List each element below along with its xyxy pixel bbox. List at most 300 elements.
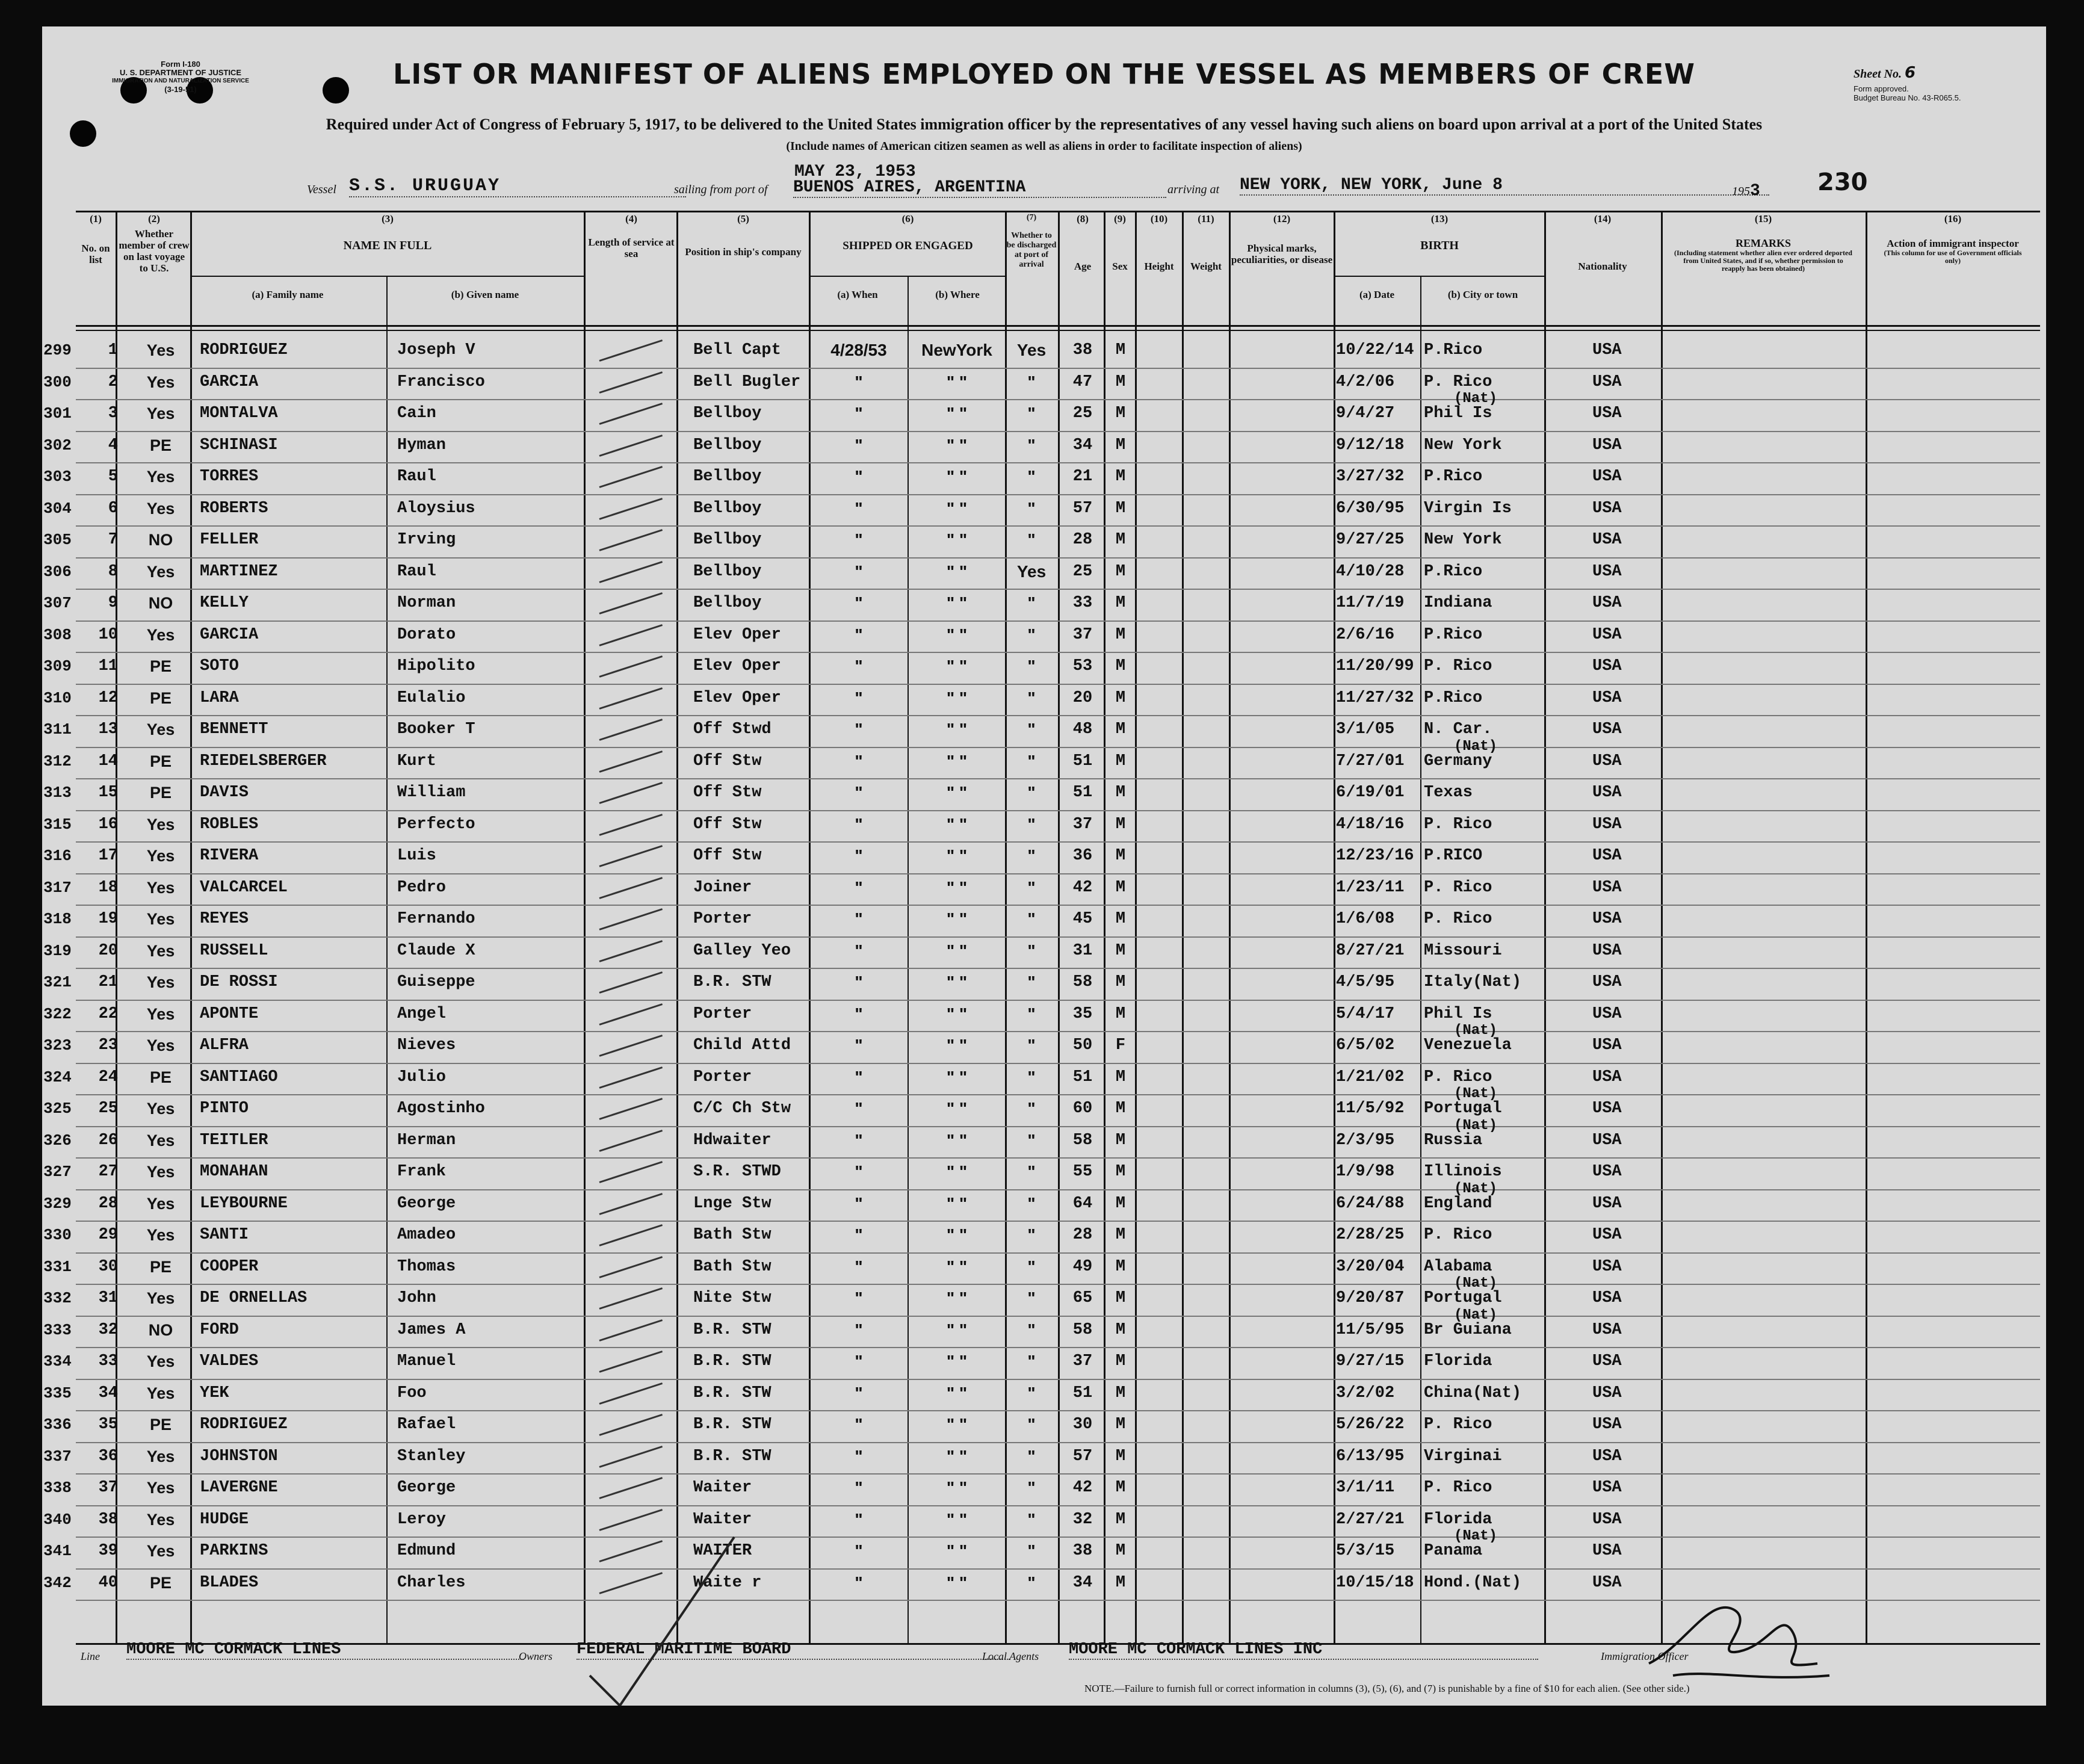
row-rule xyxy=(76,1442,2040,1443)
stamp-number: 335 xyxy=(43,1384,72,1402)
stamp-number: 300 xyxy=(43,373,72,391)
cell-place: P.Rico xyxy=(1424,341,1483,359)
service-check-stroke xyxy=(599,1035,663,1057)
cell-sex: F xyxy=(1115,1036,1126,1054)
cell-age: 25 xyxy=(1072,404,1093,422)
cell-when: " xyxy=(855,435,863,454)
cell-bdate: 9/12/18 xyxy=(1336,436,1405,454)
cell-age: 60 xyxy=(1072,1100,1093,1118)
col7-num: (7) xyxy=(1026,213,1037,222)
cell-where: " " xyxy=(946,625,968,644)
cell-sex: M xyxy=(1115,1257,1126,1276)
cell-disch: " xyxy=(1027,877,1036,897)
cell-given: Hipolito xyxy=(397,657,475,675)
cell-given: Perfecto xyxy=(397,815,475,834)
cell-family: SANTI xyxy=(200,1226,249,1244)
cell-when: " xyxy=(855,973,863,991)
cell-last: Yes xyxy=(146,373,175,391)
row-rule xyxy=(76,1063,2040,1064)
service-check-stroke xyxy=(599,687,663,710)
cell-family: PINTO xyxy=(200,1100,249,1118)
cell-family: REYES xyxy=(200,910,249,928)
cell-age: 48 xyxy=(1072,720,1093,738)
cell-where: " " xyxy=(946,435,968,454)
cell-position: B.R. STW xyxy=(693,1447,771,1465)
col3-label: NAME IN FULL xyxy=(343,239,432,252)
cell-position: Elev Oper xyxy=(693,657,781,675)
cell-sex: M xyxy=(1115,594,1126,612)
cell-where: " " xyxy=(946,1289,968,1307)
cell-place: P. Rico xyxy=(1424,1226,1492,1244)
cell-family: SCHINASI xyxy=(200,436,278,454)
cell-nat: USA xyxy=(1592,878,1622,897)
cell-last: PE xyxy=(149,1416,172,1434)
col5-label: Position in ship's company xyxy=(685,246,802,258)
col12-num: (12) xyxy=(1273,213,1291,224)
service-check-stroke xyxy=(599,814,663,836)
cell-where: " " xyxy=(946,1162,968,1181)
cell-age: 30 xyxy=(1072,1416,1093,1434)
cell-when: " xyxy=(855,1289,863,1307)
cell-bdate: 2/28/25 xyxy=(1336,1226,1405,1244)
cell-age: 42 xyxy=(1072,878,1093,897)
owners-value: FEDERAL MARITIME BOARD xyxy=(577,1641,1010,1660)
cell-last: PE xyxy=(149,1257,172,1276)
cell-disch: " xyxy=(1027,783,1036,802)
cell-disch: " xyxy=(1027,1352,1036,1370)
column-rule xyxy=(1420,276,1421,1643)
cell-disch: " xyxy=(1027,1067,1036,1086)
row-rule xyxy=(76,589,2040,590)
cell-disch: " xyxy=(1027,846,1036,865)
col1-label: No. on list xyxy=(81,243,110,265)
cell-family: ROBERTS xyxy=(200,499,268,518)
cell-nat: USA xyxy=(1592,910,1622,928)
cell-nat: USA xyxy=(1592,973,1622,991)
col11-header xyxy=(1183,213,1229,272)
cell-given: William xyxy=(397,784,466,802)
include-note: (Include names of American citizen seamen as well as aliens in order to facilitate inspection of aliens) xyxy=(786,140,1302,153)
cell-no: 6 xyxy=(108,499,118,518)
cell-family: MONTALVA xyxy=(200,404,278,422)
cell-bdate: 1/6/08 xyxy=(1336,910,1395,928)
cell-no: 25 xyxy=(98,1100,118,1118)
form-number: Form I-180 xyxy=(161,60,200,69)
row-rule xyxy=(76,1126,2040,1127)
cell-nat: USA xyxy=(1592,1163,1622,1181)
stamp-number: 312 xyxy=(43,752,72,770)
cell-where: " " xyxy=(946,1099,968,1118)
cell-place: New York xyxy=(1424,531,1502,549)
service-check-stroke xyxy=(599,1509,663,1531)
cell-sex: M xyxy=(1115,1131,1126,1150)
cell-disch: " xyxy=(1027,1257,1036,1276)
cell-sex: M xyxy=(1115,1068,1126,1086)
cell-place: P. Rico xyxy=(1424,1479,1492,1497)
cell-nat: USA xyxy=(1592,1131,1622,1150)
cell-given: Julio xyxy=(397,1068,447,1086)
cell-no: 16 xyxy=(98,815,118,834)
stamp-number: 308 xyxy=(43,625,72,644)
service-check-stroke xyxy=(599,1414,663,1436)
stamp-number: 333 xyxy=(43,1320,72,1339)
cell-sex: M xyxy=(1115,436,1126,454)
cell-where: " " xyxy=(946,751,968,770)
cell-family: RODRIGUEZ xyxy=(200,1416,288,1434)
cell-family: BLADES xyxy=(200,1573,259,1592)
stamp-number: 329 xyxy=(43,1194,72,1213)
cell-age: 25 xyxy=(1072,562,1093,581)
cell-place: Russia xyxy=(1424,1131,1483,1150)
cell-bdate: 3/20/04 xyxy=(1336,1257,1405,1276)
cell-bdate: 2/3/95 xyxy=(1336,1131,1395,1150)
cell-last: PE xyxy=(149,1068,172,1086)
col16-note: (This column for use of Government officials only) xyxy=(1884,249,2022,265)
service-check-stroke xyxy=(599,1446,663,1468)
cell-family: HUDGE xyxy=(200,1510,249,1529)
cell-disch: " xyxy=(1027,751,1036,770)
cell-disch: " xyxy=(1027,1099,1036,1118)
cell-age: 65 xyxy=(1072,1289,1093,1307)
cell-position: Off Stw xyxy=(693,847,762,865)
inspector-signature xyxy=(1637,1573,1841,1694)
cell-where: " " xyxy=(946,688,968,707)
cell-no: 2 xyxy=(108,373,118,391)
cell-where: " " xyxy=(946,1383,968,1402)
cell-last: Yes xyxy=(146,499,175,518)
cell-sex: M xyxy=(1115,1226,1126,1244)
stamp-number: 299 xyxy=(43,341,72,359)
col15-num: (15) xyxy=(1754,213,1772,224)
cell-place: Florida xyxy=(1424,1510,1492,1529)
cell-position: Bath Stw xyxy=(693,1226,771,1244)
cell-given: Angel xyxy=(397,1004,447,1023)
cell-given: Hyman xyxy=(397,436,447,454)
cell-where: " " xyxy=(946,372,968,391)
cell-nat: USA xyxy=(1592,468,1622,486)
cell-place: Germany xyxy=(1424,752,1492,770)
cell-position: Off Stw xyxy=(693,752,762,770)
cell-given: Guiseppe xyxy=(397,973,475,991)
cell-family: RUSSELL xyxy=(200,941,268,960)
cell-last: PE xyxy=(149,689,172,707)
cell-no: 4 xyxy=(108,436,118,454)
row-rule xyxy=(76,936,2040,938)
cell-disch: " xyxy=(1027,467,1036,486)
cell-when: " xyxy=(855,877,863,897)
cell-family: MARTINEZ xyxy=(200,562,278,581)
cell-position: Joiner xyxy=(693,878,752,897)
cell-nat: USA xyxy=(1592,625,1622,644)
cell-disch: " xyxy=(1027,1478,1036,1497)
row-rule xyxy=(76,841,2040,843)
cell-given: George xyxy=(397,1194,456,1213)
cell-position: Elev Oper xyxy=(693,689,781,707)
col1-header xyxy=(76,213,116,265)
name-subrule xyxy=(191,276,584,277)
cell-no: 20 xyxy=(98,941,118,960)
cell-place-note: (Nat) xyxy=(1454,1180,1498,1197)
service-check-stroke xyxy=(599,1351,663,1373)
cell-where: " " xyxy=(946,720,968,738)
cell-position: S.R. STWD xyxy=(693,1163,781,1181)
stamp-number: 323 xyxy=(43,1036,72,1054)
cell-given: Aloysius xyxy=(397,499,475,518)
col11-num: (11) xyxy=(1198,213,1214,224)
cell-age: 51 xyxy=(1072,752,1093,770)
service-check-stroke xyxy=(599,529,663,551)
cell-nat: USA xyxy=(1592,594,1622,612)
cell-nat: USA xyxy=(1592,752,1622,770)
service-check-stroke xyxy=(599,1256,663,1278)
col3-header xyxy=(191,213,584,252)
cell-disch: " xyxy=(1027,372,1036,391)
cell-age: 50 xyxy=(1072,1036,1093,1054)
column-rule xyxy=(1005,211,1007,1643)
cell-when: " xyxy=(855,1225,863,1244)
cell-no: 11 xyxy=(98,657,118,675)
cell-nat: USA xyxy=(1592,1320,1622,1339)
col7-label: Whether to be discharged at port of arrival xyxy=(1006,231,1057,269)
col8-header xyxy=(1063,213,1102,272)
row-rule xyxy=(76,1031,2040,1032)
cell-given: Thomas xyxy=(397,1257,456,1276)
cell-place: P.Rico xyxy=(1424,468,1483,486)
column-rule xyxy=(1866,211,1867,1643)
cell-family: FELLER xyxy=(200,531,259,549)
cell-bdate: 6/30/95 xyxy=(1336,499,1405,518)
cell-disch: " xyxy=(1027,1036,1036,1054)
cell-when: " xyxy=(855,909,863,928)
cell-when: " xyxy=(855,1004,863,1023)
cell-when: " xyxy=(855,372,863,391)
cell-nat: USA xyxy=(1592,1068,1622,1086)
cell-sex: M xyxy=(1115,531,1126,549)
cell-age: 20 xyxy=(1072,689,1093,707)
cell-family: SANTIAGO xyxy=(200,1068,278,1086)
cell-last: Yes xyxy=(146,1289,175,1307)
cell-where: " " xyxy=(946,498,968,518)
row-rule xyxy=(76,1157,2040,1159)
cell-place: Phil Is xyxy=(1424,1004,1492,1023)
cell-disch: " xyxy=(1027,1383,1036,1402)
cell-where: " " xyxy=(946,562,968,581)
cell-age: 58 xyxy=(1072,1131,1093,1150)
page-title: LIST OR MANIFEST OF ALIENS EMPLOYED ON THE VESSEL AS MEMBERS OF CREW xyxy=(392,58,1695,90)
cell-where: " " xyxy=(946,846,968,865)
cell-family: RIVERA xyxy=(200,847,259,865)
column-rule xyxy=(1135,211,1137,1643)
cell-disch: " xyxy=(1027,973,1036,991)
cell-bdate: 6/19/01 xyxy=(1336,784,1405,802)
cell-given: Nieves xyxy=(397,1036,456,1054)
cell-given: Stanley xyxy=(397,1447,466,1465)
cell-nat: USA xyxy=(1592,1226,1622,1244)
cell-place: Alabama xyxy=(1424,1257,1492,1276)
cell-when: " xyxy=(855,1509,863,1529)
cell-given: Norman xyxy=(397,594,456,612)
cell-where: " " xyxy=(946,1320,968,1339)
cell-last: Yes xyxy=(146,1542,175,1560)
cell-family: SOTO xyxy=(200,657,239,675)
cell-position: B.R. STW xyxy=(693,1416,771,1434)
cell-given: Frank xyxy=(397,1163,447,1181)
cell-given: Kurt xyxy=(397,752,436,770)
cell-family: DAVIS xyxy=(200,784,249,802)
stamp-number: 305 xyxy=(43,531,72,549)
cell-given: John xyxy=(397,1289,436,1307)
service-check-stroke xyxy=(599,1477,663,1499)
col10-num: (10) xyxy=(1150,213,1168,224)
cell-nat: USA xyxy=(1592,1416,1622,1434)
col8-num: (8) xyxy=(1077,213,1089,224)
cell-position: Bellboy xyxy=(693,436,762,454)
cell-sex: M xyxy=(1115,1194,1126,1213)
manifest-sheet xyxy=(42,26,2046,1706)
col5-num: (5) xyxy=(737,213,749,224)
cell-age: 45 xyxy=(1072,910,1093,928)
cell-family: RIEDELSBERGER xyxy=(200,752,327,770)
cell-when: " xyxy=(855,1036,863,1054)
row-rule xyxy=(76,1410,2040,1411)
cell-no: 1 xyxy=(108,341,118,359)
service-check-stroke xyxy=(599,561,663,583)
cell-sex: M xyxy=(1115,657,1126,675)
cell-no: 18 xyxy=(98,878,118,897)
cell-place: Venezuela xyxy=(1424,1036,1512,1054)
cell-family: RODRIGUEZ xyxy=(200,341,288,359)
cell-position: Bell Bugler xyxy=(693,373,801,391)
cell-when: " xyxy=(855,1099,863,1118)
cell-place-note: (Nat) xyxy=(1454,391,1498,407)
cell-disch: Yes xyxy=(1016,562,1047,581)
arriving-label: arriving at xyxy=(1167,183,1220,196)
cell-given: Booker T xyxy=(397,720,475,738)
cell-family: DE ROSSI xyxy=(200,973,278,991)
service-check-stroke xyxy=(599,1066,663,1089)
cell-disch: " xyxy=(1027,1415,1036,1434)
col16-num: (16) xyxy=(1944,213,1962,224)
stamp-number: 309 xyxy=(43,657,72,675)
cell-no: 32 xyxy=(98,1320,118,1339)
cell-bdate: 10/22/14 xyxy=(1336,341,1414,359)
cell-nat: USA xyxy=(1592,1352,1622,1370)
cell-disch: " xyxy=(1027,720,1036,738)
cell-where: " " xyxy=(946,404,968,422)
cell-last: NO xyxy=(148,594,173,612)
col3b-header: (b) Given name xyxy=(451,289,519,300)
sheet-number-block xyxy=(1854,64,1915,82)
cell-place: Texas xyxy=(1424,784,1473,802)
cell-position: Bellboy xyxy=(693,404,762,422)
cell-no: 33 xyxy=(98,1352,118,1370)
stamp-number: 311 xyxy=(43,720,72,738)
cell-given: Raul xyxy=(397,562,436,581)
cell-where: " " xyxy=(946,1415,968,1434)
cell-position: Bellboy xyxy=(693,468,762,486)
service-check-stroke xyxy=(599,750,663,773)
cell-age: 28 xyxy=(1072,1226,1093,1244)
cell-sex: M xyxy=(1115,847,1126,865)
cell-where: " " xyxy=(946,467,968,486)
cell-when: " xyxy=(855,1573,863,1592)
cell-nat: USA xyxy=(1592,815,1622,834)
cell-place: Portugal xyxy=(1424,1100,1502,1118)
cell-where: " " xyxy=(946,1193,968,1213)
cell-nat: USA xyxy=(1592,1100,1622,1118)
cell-position: Porter xyxy=(693,910,752,928)
cell-sex: M xyxy=(1115,373,1126,391)
cell-age: 53 xyxy=(1072,657,1093,675)
cell-position: C/C Ch Stw xyxy=(693,1100,791,1118)
cell-sex: M xyxy=(1115,878,1126,897)
cell-no: 22 xyxy=(98,1004,118,1023)
stamp-number: 322 xyxy=(43,1004,72,1023)
cell-last: Yes xyxy=(146,1163,175,1181)
cell-nat: USA xyxy=(1592,1510,1622,1529)
cell-when: " xyxy=(855,467,863,486)
cell-bdate: 4/2/06 xyxy=(1336,373,1395,391)
service-check-stroke xyxy=(599,971,663,994)
cell-no: 31 xyxy=(98,1289,118,1307)
cell-disch: " xyxy=(1027,688,1036,707)
cell-given: Leroy xyxy=(397,1510,447,1529)
row-rule xyxy=(76,1316,2040,1317)
cell-no: 9 xyxy=(108,594,118,612)
cell-disch: " xyxy=(1027,1130,1036,1150)
cell-position: Waite r xyxy=(693,1573,762,1592)
stamp-number: 342 xyxy=(43,1573,72,1592)
cell-given: Rafael xyxy=(397,1416,456,1434)
cell-place: Illinois xyxy=(1424,1163,1502,1181)
cell-disch: " xyxy=(1027,1193,1036,1213)
cell-place: P.Rico xyxy=(1424,689,1483,707)
row-rule xyxy=(76,1347,2040,1348)
cell-place: Indiana xyxy=(1424,594,1492,612)
cell-place: Florida xyxy=(1424,1352,1492,1370)
cell-no: 21 xyxy=(98,973,118,991)
cell-sex: M xyxy=(1115,1510,1126,1529)
cell-last: Yes xyxy=(146,1226,175,1244)
cell-bdate: 11/5/92 xyxy=(1336,1100,1405,1118)
cell-family: ALFRA xyxy=(200,1036,249,1054)
year-label xyxy=(1732,182,1760,200)
cell-disch: " xyxy=(1027,1225,1036,1244)
cell-sex: M xyxy=(1115,1447,1126,1465)
cell-bdate: 5/4/17 xyxy=(1336,1004,1395,1023)
cell-when: 4/28/53 xyxy=(830,341,887,359)
cell-no: 35 xyxy=(98,1416,118,1434)
cell-where: " " xyxy=(946,1446,968,1465)
cell-last: Yes xyxy=(146,1036,175,1054)
cell-no: 7 xyxy=(108,531,118,549)
subtitle: Required under Act of Congress of February 5, 1917, to be delivered to the United States immigration officer by the representatives of any vessel having such aliens on board upon arrival at a port of the United States xyxy=(326,116,1763,133)
cell-when: " xyxy=(855,1257,863,1276)
cell-disch: " xyxy=(1027,657,1036,675)
cell-no: 17 xyxy=(98,847,118,865)
cell-last: Yes xyxy=(146,878,175,897)
cell-disch: " xyxy=(1027,1289,1036,1307)
cell-nat: USA xyxy=(1592,1194,1622,1213)
cell-when: " xyxy=(855,1130,863,1150)
cell-given: Agostinho xyxy=(397,1100,485,1118)
col15-label: REMARKS xyxy=(1735,237,1791,249)
service-check-stroke xyxy=(599,339,663,362)
cell-place: Portugal xyxy=(1424,1289,1502,1307)
cell-last: PE xyxy=(149,657,172,675)
form-approved-text: Form approved. xyxy=(1854,84,1909,93)
service-check-stroke xyxy=(599,435,663,457)
